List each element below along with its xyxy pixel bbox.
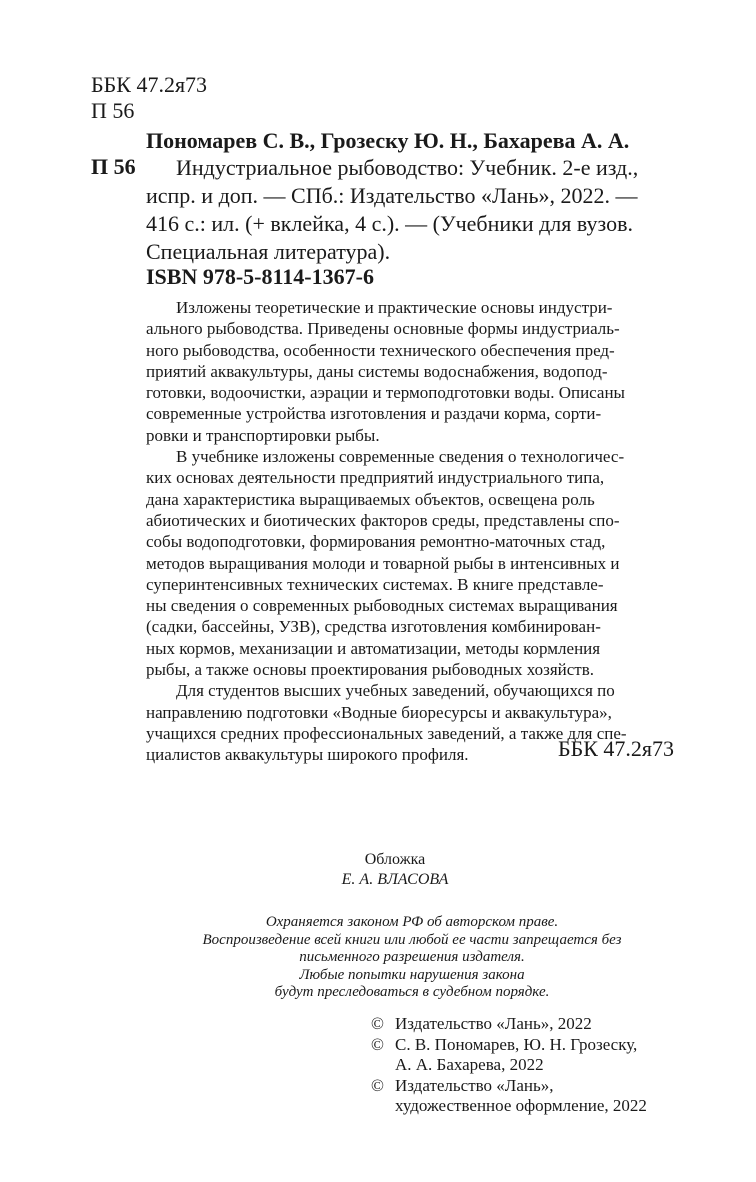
legal-line: письменного разрешения издателя. — [299, 949, 525, 965]
bibliographic-description — [146, 154, 674, 266]
abstract-line: учащихся средних профессиональных заведений, а также для спе- — [146, 723, 627, 743]
copyright-line — [371, 1014, 647, 1035]
cover-credit — [0, 850, 756, 890]
bbk-footer-code: ББК 47.2я73 — [557, 736, 674, 761]
authors: Пономарев С. В., Грозеску Ю. Н., Бахарева А. А. — [146, 128, 630, 153]
abstract-line: направлению подготовки «Водные биоресурсы и аквакультура», — [146, 702, 612, 722]
abstract-line: ального рыбоводства. Приведены основные формы индустриаль- — [146, 319, 620, 339]
copyright-block — [371, 1014, 647, 1117]
abstract-line: В учебнике изложены современные сведения о технологичес- — [176, 447, 625, 467]
biblio-line: Индустриальное рыбоводство: Учебник. 2-е изд., — [176, 155, 639, 180]
abstract-line: ного рыбоводства, особенности технического обеспечения пред- — [146, 340, 615, 360]
biblio-line: Специальная литература). — [146, 239, 391, 264]
copyright-text: С. В. Пономарев, Ю. Н. Грозеску, — [395, 1034, 638, 1054]
copyright-line-continued: художественное оформление, 2022 — [395, 1096, 647, 1115]
copyright-icon: © — [371, 1034, 384, 1054]
cover-designer: Е. А. ВЛАСОВА — [341, 871, 449, 888]
abstract-line: ны сведения о современных рыбоводных системах выращивания — [146, 596, 618, 616]
cover-label: Обложка — [364, 851, 426, 868]
copyright-text: Издательство «Лань», 2022 — [395, 1014, 592, 1033]
legal-line: Любые попытки нарушения закона — [299, 966, 525, 983]
abstract-line: (садки, бассейны, УЗВ), средства изготовления комбинирован- — [146, 617, 601, 637]
abstract-paragraph — [146, 297, 674, 446]
abstract-line: готовки, водоочистки, аэрации и термоподготовки воды. Описаны — [146, 383, 625, 403]
abstract-line: рыбы, а также основы проектирования рыбоводных хозяйств. — [146, 660, 594, 680]
abstract-line: приятий аквакультуры, даны системы водоснабжения, водопод- — [146, 361, 608, 381]
abstract-line: Изложены теоретические и практические основы индустри- — [176, 298, 613, 317]
copyright-text: Издательство «Лань», — [395, 1075, 554, 1095]
biblio-line: 416 с.: ил. (+ вклейка, 4 с.). — (Учебники для вузов. — [146, 211, 633, 236]
legal-line: будут преследоваться в судебном порядке. — [274, 984, 550, 1000]
abstract-line: суперинтенсивных технических системах. В книге представле- — [146, 574, 604, 594]
abstract-line: ных кормов, механизации и автоматизации, методы кормления — [146, 638, 601, 658]
copyright-line-continued: А. А. Бахарева, 2022 — [395, 1055, 544, 1074]
abstract-line: Для студентов высших учебных заведений, обучающихся по — [176, 681, 615, 701]
copyright-icon: © — [371, 1075, 384, 1095]
abstract-line: современные устройства изготовления и раздачи корма, сорти- — [146, 404, 602, 424]
abstract-line: дана характеристика выращиваемых объектов, освещена роль — [146, 489, 595, 509]
author-sign: П 56 — [91, 98, 135, 123]
abstract-line: ровки и транспортировки рыбы. — [146, 425, 380, 445]
abstract-line: циалистов аквакультуры широкого профиля. — [146, 745, 469, 765]
biblio-line: испр. и доп. — СПб.: Издательство «Лань», 2022. — — [146, 183, 638, 208]
abstract-line: методов выращивания молоди и товарной рыбы в интенсивных и — [146, 553, 620, 573]
copyright-icon: © — [371, 1014, 384, 1033]
abstract-line: ких основах деятельности предприятий индустриального типа, — [146, 468, 605, 488]
legal-line: Воспроизведение всей книги или любой ее части запрещается без — [202, 931, 622, 948]
abstract-paragraph — [146, 446, 674, 680]
copyright-line — [371, 1035, 647, 1056]
author-sign-bold: П 56 — [91, 154, 136, 179]
bbk-code: ББК 47.2я73 — [91, 72, 208, 97]
isbn: ISBN 978-5-8114-1367-6 — [146, 264, 374, 289]
abstract — [146, 297, 674, 766]
abstract-line: абиотических и биотических факторов среды, представлены спо- — [146, 510, 620, 530]
legal-line: Охраняется законом РФ об авторском праве. — [265, 914, 559, 930]
legal-notice — [0, 914, 756, 1002]
abstract-line: собы водоподготовки, формирования ремонтно-маточных стад, — [146, 532, 606, 552]
copyright-line — [371, 1076, 647, 1097]
